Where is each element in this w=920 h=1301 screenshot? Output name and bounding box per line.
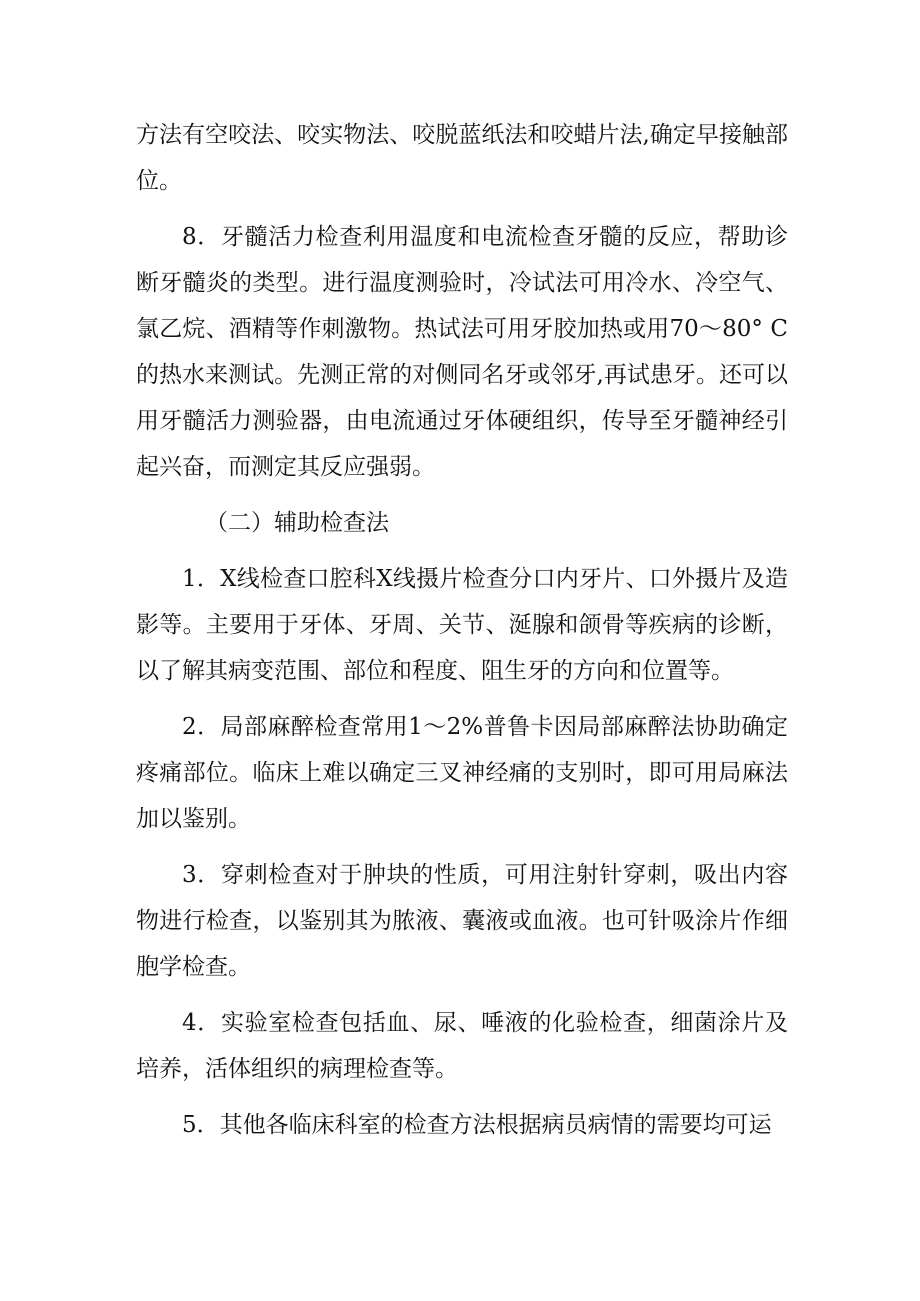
paragraph-xray-exam: 1．X线检查口腔科X线摄片检查分口内牙片、口外摄片及造影等。主要用于牙体、牙周、关节、涎腺和颌骨等疾病的诊断，以了解其病变范围、部位和程度、阻生牙的方向和位置等。 <box>136 566 788 684</box>
paragraph-puncture-exam: 3．穿刺检查对于肿块的性质，可用注射针穿刺，吸出内容物进行检查，以鉴别其为脓液、囊液或血液。也可针吸涂片作细胞学检查。 <box>136 862 788 980</box>
document-page <box>136 112 788 1158</box>
section-heading-auxiliary-exam: （二）辅助检查法 <box>205 510 389 536</box>
paragraph-other-exam: 5．其他各临床科室的检查方法根据病员病情的需要均可运 <box>182 1112 772 1138</box>
paragraph-pulp-vitality-test: 8．牙髓活力检查利用温度和电流检查牙髓的反应，帮助诊断牙髓炎的类型。进行温度测验时，冷试法可用冷水、冷空气、氯乙烷、酒精等作刺激物。热试法可用牙胶加热或用70～80° C的热水来测试。先测正常的对侧同名牙或邻牙,再试患牙。还可以用牙髓活力测验器，由电流通过牙体硬组织，传导至牙髓神经引起兴奋，而测定其反应强弱。 <box>136 224 788 480</box>
paragraph-continuation: 方法有空咬法、咬实物法、咬脱蓝纸法和咬蜡片法,确定早接触部位。 <box>136 122 788 194</box>
paragraph-local-anesthesia-exam: 2．局部麻醉检查常用1～2%普鲁卡因局部麻醉法协助确定疼痛部位。临床上难以确定三叉神经痛的支别时，即可用局麻法加以鉴别。 <box>136 714 788 832</box>
paragraph-lab-exam: 4．实验室检查包括血、尿、唾液的化验检查，细菌涂片及培养，活体组织的病理检查等。 <box>136 1010 788 1082</box>
